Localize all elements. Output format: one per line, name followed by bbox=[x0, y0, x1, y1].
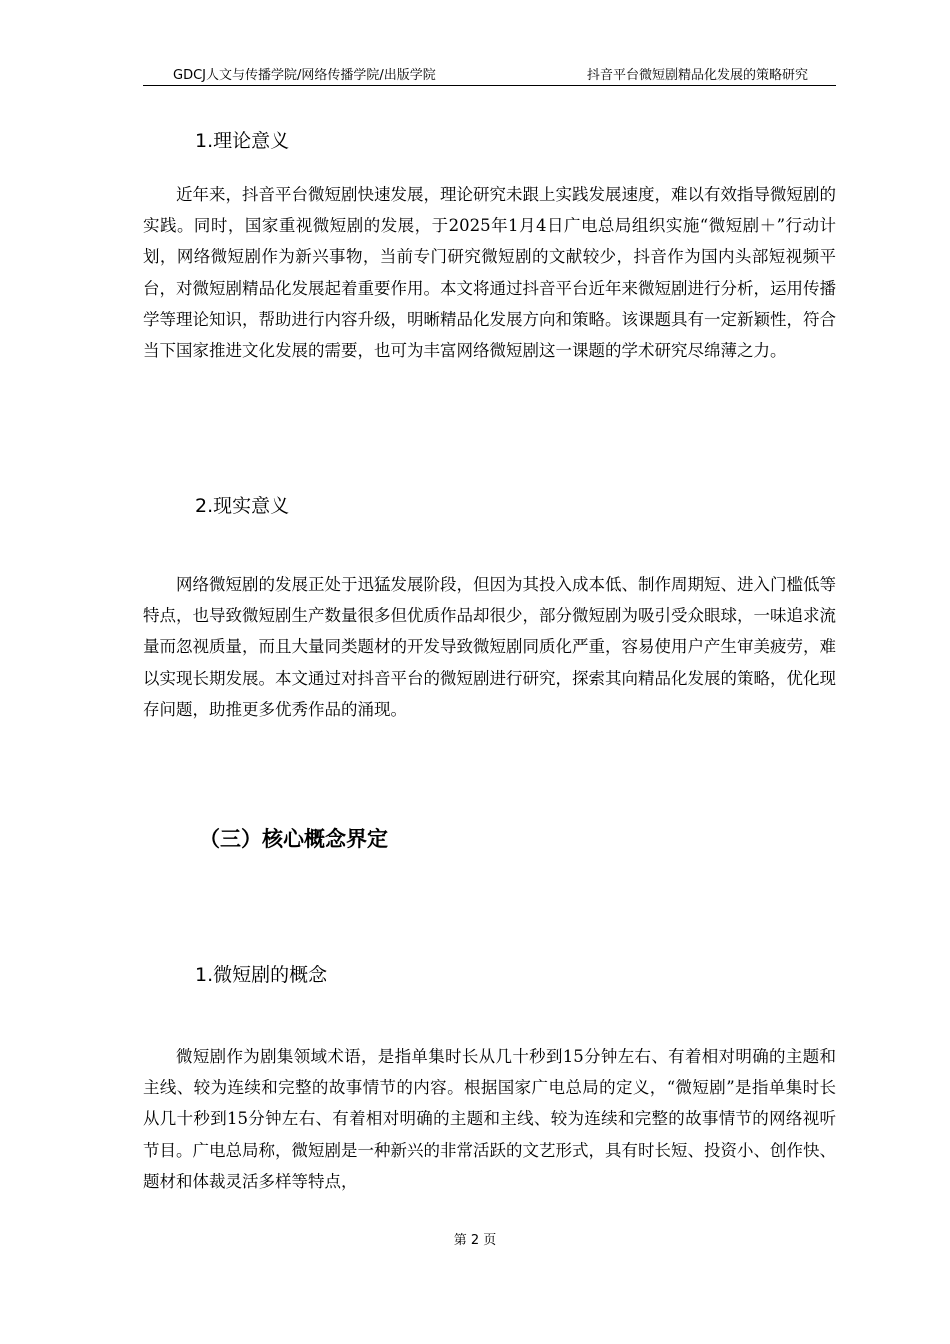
header-institution: GDCJ人文与传播学院/网络传播学院/出版学院 bbox=[173, 68, 436, 83]
page-header bbox=[143, 66, 836, 86]
paragraph-micro-drama-concept: 微短剧作为剧集领域术语，是指单集时长从几十秒到15分钟左右、有着相对明确的主题和主线、较为连续和完整的故事情节的内容。根据国家广电总局的定义，“微短剧”是指单集时长从几十秒到15分钟左右、有着相对明确的主题和主线、较为连续和完整的故事情节的网络视听节目。广电总局称，微短剧是一种新兴的非常活跃的文艺形式，具有时长短、投资小、创作快、题材和体裁灵活多样等特点， bbox=[143, 1047, 836, 1191]
heading-practical-significance: 2.现实意义 bbox=[195, 495, 290, 517]
heading-core-concepts: （三）核心概念界定 bbox=[199, 827, 388, 851]
paragraph-theoretical-significance: 近年来，抖音平台微短剧快速发展，理论研究未跟上实践发展速度，难以有效指导微短剧的实践。同时，国家重视微短剧的发展，于2025年1月4日广电总局组织实施“微短剧＋”行动计划，网络微短剧作为新兴事物，当前专门研究微短剧的文献较少，抖音作为国内头部短视频平台，对微短剧精品化发展起着重要作用。本文将通过抖音平台近年来微短剧进行分析，运用传播学等理论知识，帮助进行内容升级，明晰精品化发展方向和策略。该课题具有一定新颖性，符合当下国家推进文化发展的需要，也可为丰富网络微短剧这一课题的学术研究尽绵薄之力。 bbox=[143, 185, 836, 361]
paragraph-practical-significance: 网络微短剧的发展正处于迅猛发展阶段，但因为其投入成本低、制作周期短、进入门槛低等特点，也导致微短剧生产数量很多但优质作品却很少，部分微短剧为吸引受众眼球，一味追求流量而忽视质量，而且大量同类题材的开发导致微短剧同质化严重，容易使用户产生审美疲劳，难以实现长期发展。本文通过对抖音平台的微短剧进行研究，探索其向精品化发展的策略，优化现存问题，助推更多优秀作品的涌现。 bbox=[143, 575, 836, 719]
heading-theoretical-significance: 1.理论意义 bbox=[195, 130, 290, 152]
header-paper-title: 抖音平台微短剧精品化发展的策略研究 bbox=[586, 68, 808, 83]
page-number: 第 2 页 bbox=[453, 1233, 497, 1248]
heading-micro-drama-concept: 1.微短剧的概念 bbox=[195, 964, 328, 986]
